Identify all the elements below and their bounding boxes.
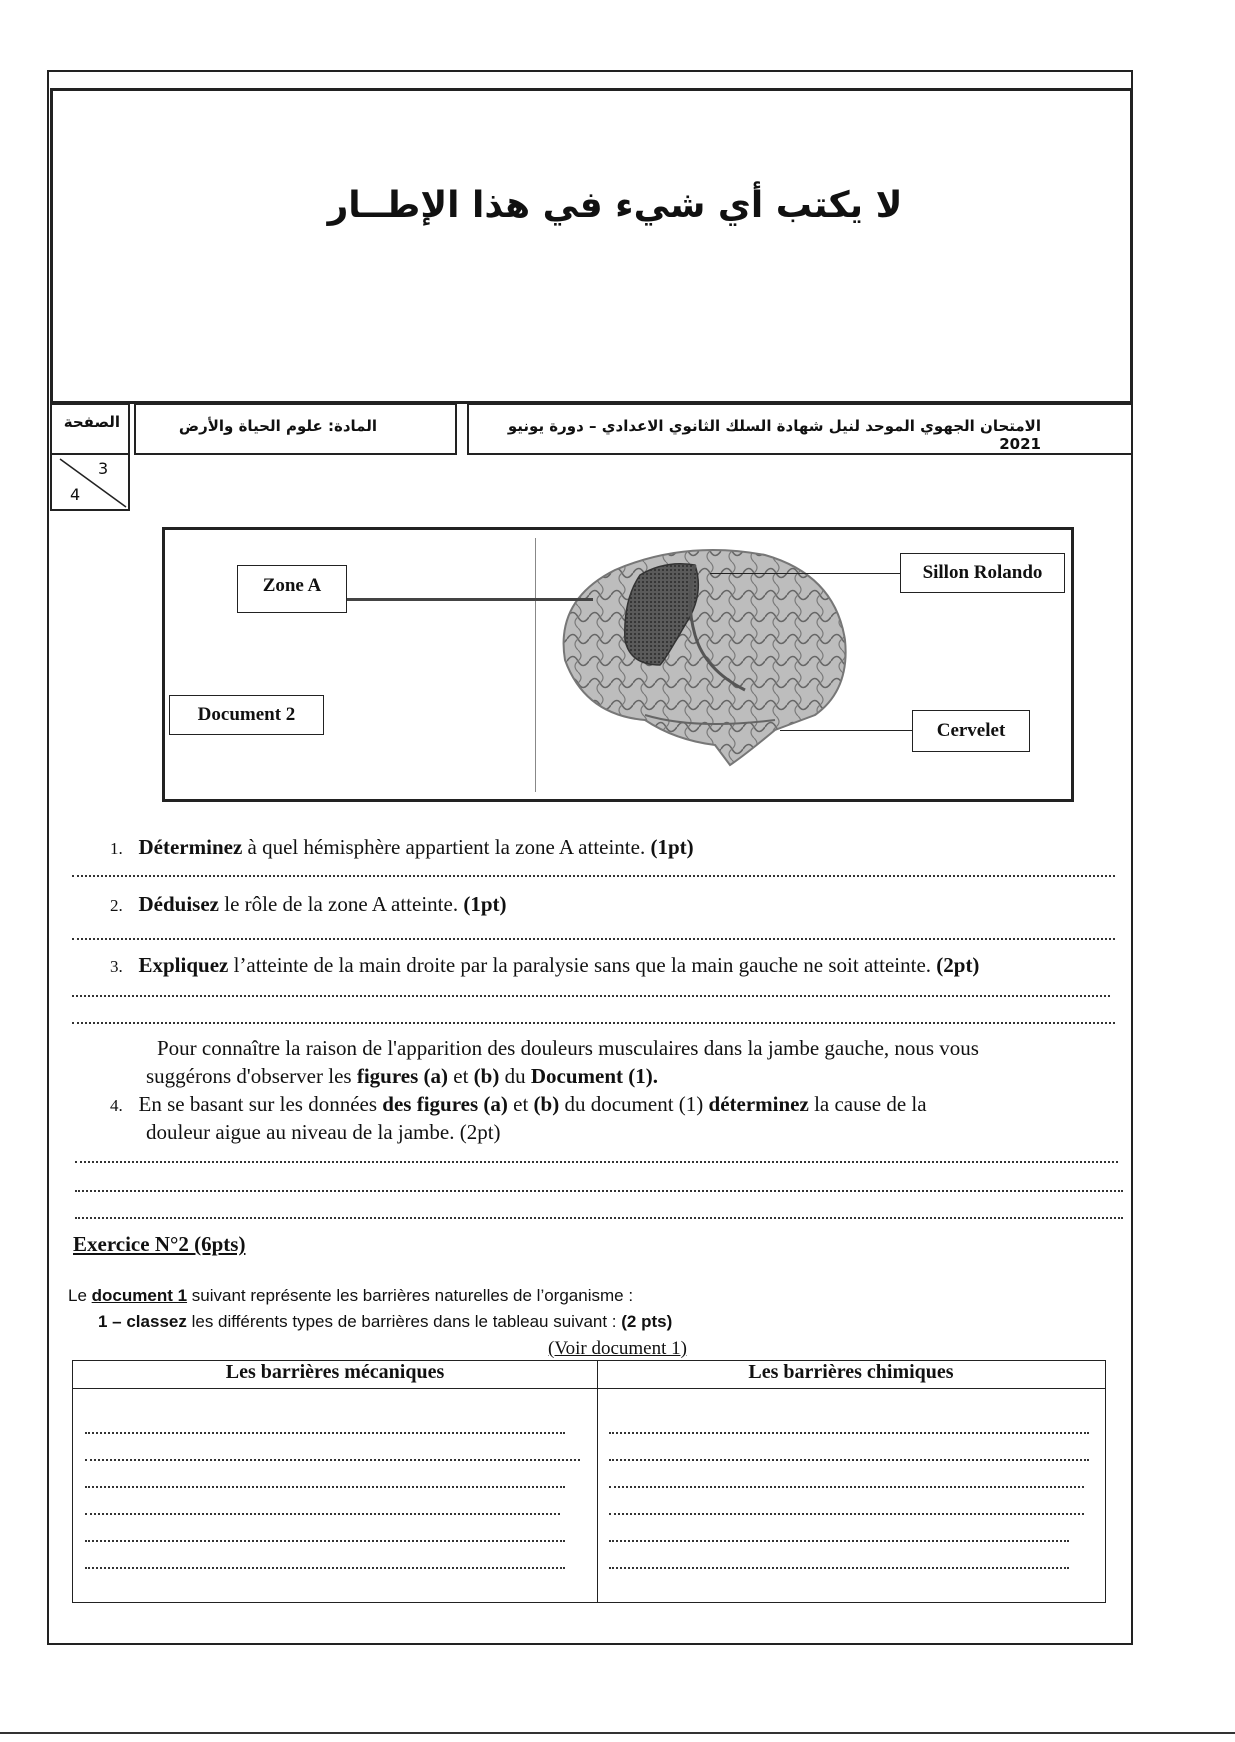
column-divider xyxy=(597,1361,598,1602)
sillon-rolando-label: Sillon Rolando xyxy=(900,553,1065,593)
page-current: 3 xyxy=(98,459,109,478)
zone-a-pointer xyxy=(347,598,593,601)
sillon-pointer xyxy=(710,573,900,574)
page-label: الصفحة xyxy=(63,413,120,431)
document-2-label: Document 2 xyxy=(169,695,324,735)
question-3-verb: Expliquez xyxy=(138,953,229,977)
answer-line[interactable] xyxy=(75,1158,1118,1163)
question-1 xyxy=(110,833,694,863)
page-label-box xyxy=(50,403,130,455)
intro-figure-a: figures (a) xyxy=(356,1064,449,1088)
zone-a-label: Zone A xyxy=(237,565,347,613)
question-1-points: (1pt) xyxy=(645,835,694,859)
question-4-text-c: et xyxy=(507,1092,534,1116)
exercise-task-text: les différents types de barrières dans le tableau suivant : xyxy=(186,1312,622,1331)
page-number-box xyxy=(50,455,130,511)
question-4-text-a: En se basant sur les données xyxy=(138,1092,383,1116)
exercise-2-task xyxy=(98,1312,672,1332)
brain-illustration xyxy=(545,540,855,780)
exercise-2-title: Exercice N°2 (6pts) xyxy=(73,1232,246,1256)
question-3 xyxy=(110,951,979,981)
intro-document-ref: Document (1). xyxy=(530,1064,658,1088)
question-2-text: le rôle de la zone A atteinte. xyxy=(219,892,459,916)
page-diagonal xyxy=(50,455,130,511)
question-1-verb: Déterminez xyxy=(138,835,243,859)
table-answer-line[interactable] xyxy=(85,1456,580,1461)
table-answer-line[interactable] xyxy=(609,1510,1084,1515)
subject-box xyxy=(134,403,457,455)
page-total: 4 xyxy=(70,485,81,504)
exercise-task-verb: 1 – classez xyxy=(98,1312,187,1331)
exercise-intro-c: suivant représente les barrières naturelles de l’organisme : xyxy=(187,1286,634,1305)
intro-line-2 xyxy=(146,1062,658,1090)
table-answer-line[interactable] xyxy=(85,1537,565,1542)
question-2 xyxy=(110,890,507,920)
table-answer-line[interactable] xyxy=(609,1429,1089,1434)
intro-figure-b: (b) xyxy=(473,1064,500,1088)
exam-title: الامتحان الجهوي الموحد لنيل شهادة السلك الثانوي الاعدادي – دورة يونيو 2021 xyxy=(507,417,1041,453)
intro-line-1: Pour connaître la raison de l'apparition des douleurs musculaires dans la jambe gauche, nous vous xyxy=(157,1036,979,1060)
answer-line[interactable] xyxy=(72,992,1110,997)
question-4-number: 4. xyxy=(110,1096,123,1115)
table-answer-line[interactable] xyxy=(609,1537,1069,1542)
column-header-mechanical: Les barrières mécaniques xyxy=(225,1361,445,1383)
answer-line[interactable] xyxy=(75,1214,1123,1219)
question-3-points: (2pt) xyxy=(931,953,980,977)
exercise-task-points: (2 pts) xyxy=(621,1312,673,1331)
question-4-text-g: la cause de la xyxy=(808,1092,927,1116)
answer-line[interactable] xyxy=(72,872,1115,877)
intro-text-e: du xyxy=(499,1064,531,1088)
exercise-document-ref: document 1 xyxy=(91,1286,188,1305)
exam-box xyxy=(467,403,1133,455)
intro-text-a: suggérons d'observer les xyxy=(146,1064,357,1088)
exercise-2-intro xyxy=(68,1286,633,1306)
question-4-verb: déterminez xyxy=(708,1092,809,1116)
question-4 xyxy=(110,1090,927,1120)
answer-line[interactable] xyxy=(75,1187,1123,1192)
question-4-figure-a: des figures (a) xyxy=(382,1092,508,1116)
table-answer-line[interactable] xyxy=(85,1564,565,1569)
no-write-notice: لا يكتب أي شيء في هذا الإطــار xyxy=(327,185,903,226)
question-1-text: à quel hémisphère appartient la zone A atteinte. xyxy=(242,835,646,859)
cervelet-pointer xyxy=(780,730,912,731)
question-3-text: l’atteinte de la main droite par la paralysie sans que la main gauche ne soit atteinte. xyxy=(228,953,932,977)
question-2-number: 2. xyxy=(110,896,123,915)
table-answer-line[interactable] xyxy=(85,1429,565,1434)
question-3-number: 3. xyxy=(110,957,123,976)
question-1-number: 1. xyxy=(110,839,123,858)
question-4-text-e: du document (1) xyxy=(559,1092,709,1116)
answer-line[interactable] xyxy=(72,1019,1115,1024)
intro-text-c: et xyxy=(448,1064,474,1088)
reserved-box xyxy=(50,88,1133,404)
see-document-note: (Voir document 1) xyxy=(548,1338,687,1359)
header-divider xyxy=(73,1388,1105,1389)
table-answer-line[interactable] xyxy=(609,1483,1084,1488)
exercise-intro-a: Le xyxy=(68,1286,92,1305)
question-2-points: (1pt) xyxy=(458,892,507,916)
answer-line[interactable] xyxy=(72,935,1115,940)
question-2-verb: Déduisez xyxy=(138,892,219,916)
hemisphere-divider xyxy=(535,538,536,792)
question-4-figure-b: (b) xyxy=(533,1092,560,1116)
table-answer-line[interactable] xyxy=(609,1564,1069,1569)
table-answer-line[interactable] xyxy=(85,1483,565,1488)
column-header-chemical: Les barrières chimiques xyxy=(748,1361,954,1383)
table-answer-line[interactable] xyxy=(609,1456,1089,1461)
table-answer-line[interactable] xyxy=(85,1510,560,1515)
page-bottom-edge xyxy=(0,1732,1235,1734)
subject-label: المادة: علوم الحياة والأرض xyxy=(178,417,377,435)
cervelet-label: Cervelet xyxy=(912,710,1030,752)
document-2-figure xyxy=(162,527,1074,802)
barriers-table xyxy=(72,1360,1106,1603)
question-4-line-2: douleur aigue au niveau de la jambe. (2pt) xyxy=(146,1120,501,1144)
